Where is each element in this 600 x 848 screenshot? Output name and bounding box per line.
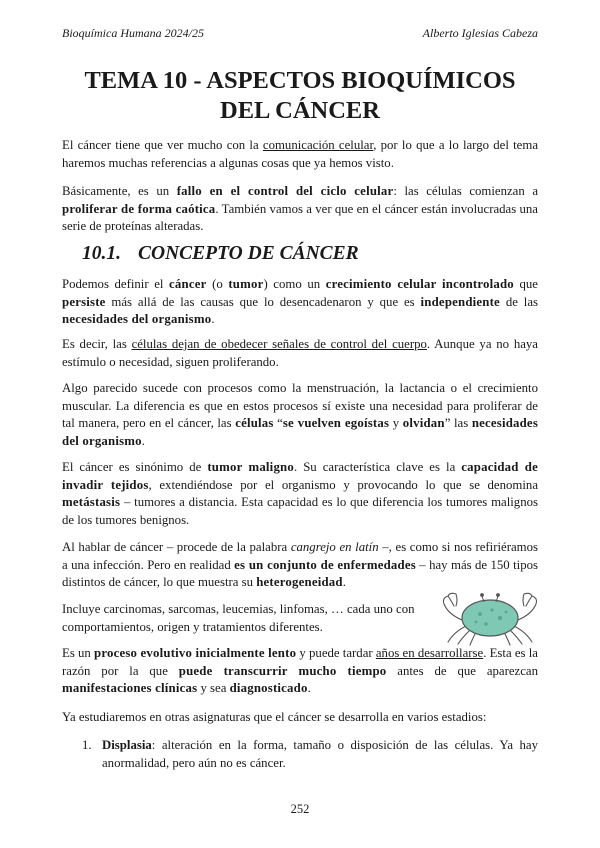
text: Podemos definir el: [62, 277, 170, 291]
bold-text: cáncer: [169, 277, 207, 291]
bold-text: heterogeneidad: [256, 575, 343, 589]
text: , por lo que a lo largo del tema haremos muchas referencias a algunas cosas que ya hemos visto.: [62, 138, 538, 170]
text: : las células comienzan a: [393, 184, 538, 198]
bold-text: se vuelven egoístas: [282, 416, 390, 430]
bold-text: olvidan: [402, 416, 445, 430]
page-number: 252: [290, 802, 310, 816]
paragraph-intro: [62, 137, 538, 172]
bold-text: tumor maligno: [207, 460, 294, 474]
text: y: [389, 416, 403, 430]
text: Es decir, las: [62, 337, 132, 351]
bold-text: capacidad de invadir tejidos: [62, 460, 538, 492]
text: .: [141, 433, 145, 448]
bold-text: crecimiento celular incontrolado: [325, 277, 514, 291]
text: .: [307, 681, 311, 695]
paragraph-summary: [62, 183, 538, 236]
italic-text: cangrejo en latín: [290, 540, 379, 554]
text: ) como un: [263, 277, 326, 291]
bold-text: fallo en el control del ciclo celular: [176, 184, 394, 198]
text: . También vamos a ver que en el cáncer están involucradas una serie de proteínas alteradas.: [62, 201, 538, 233]
bold-text: necesidades del organismo: [62, 416, 538, 448]
underlined-text: años en desarrollarse: [375, 646, 484, 660]
text: . Esta es la razón por la que: [62, 646, 538, 678]
text: (o: [206, 277, 229, 291]
bold-text: independiente: [420, 294, 500, 309]
underlined-text: comunicación celular: [262, 138, 374, 152]
text: –, es como si nos refiriéramos a una infección. Pero en realidad: [62, 540, 538, 572]
bold-text: metástasis: [62, 495, 121, 509]
bold-text: necesidades del organismo: [62, 312, 212, 326]
text: Básicamente, es un: [62, 184, 177, 198]
text: Es un: [62, 646, 95, 660]
text: : alteración en la forma, tamaño o disposición de las células. Ya hay anormalidad, pero aún no es cáncer.: [102, 738, 538, 770]
bold-text: manifestaciones clínicas: [62, 681, 198, 695]
text: y puede tardar: [296, 646, 376, 660]
text: .: [211, 312, 215, 326]
list-text: [82, 737, 538, 772]
underlined-text: células dejan de obedecer señales de control del cuerpo: [131, 337, 427, 351]
text: de las: [499, 294, 539, 309]
crab-illustration: [440, 580, 540, 646]
paragraph-control-signals: [62, 336, 538, 371]
bold-text: puede transcurrir mucho tiempo: [178, 663, 387, 678]
text: – tumores a distancia. Esta capacidad es lo que diferencia los tumores malignos de los tumores benignos.: [62, 495, 538, 527]
text: “: [273, 416, 283, 430]
text: más allá de las causas que lo desencadenaron y que es: [105, 294, 421, 309]
paragraph-types: Incluye carcinomas, sarcomas, leucemias, linfomas, … cada uno con comportamientos, origen y tratamientos diferentes.: [62, 602, 415, 634]
header-author: Alberto Iglesias Cabeza: [422, 26, 538, 40]
text: . Aunque ya no haya estímulo o necesidad, siguen proliferando.: [62, 337, 538, 369]
paragraph-comparison: [62, 380, 538, 450]
title-line-1: TEMA 10 - ASPECTOS BIOQUÍMICOS: [84, 67, 516, 94]
paragraph-evolution: [62, 645, 538, 698]
bold-text: células: [235, 416, 274, 430]
text: Algo parecido sucede con procesos como la menstruación, la lactancia o el crecimiento muscular. La diferencia es que en estos procesos sí existe una necesidad para proliferar de tal manera, pero en el cáncer, las: [62, 381, 538, 430]
bold-text: Displasia: [102, 738, 152, 752]
page-title: [62, 66, 538, 126]
text: – hay más de 150 tipos distintos de cáncer, lo que muestra su: [62, 557, 538, 589]
bold-text: es un conjunto de enfermedades: [234, 557, 416, 572]
section-heading: [82, 243, 359, 265]
paragraph-stages: Ya estudiaremos en otras asignaturas que el cáncer se desarrolla en varios estadios:: [62, 710, 487, 724]
list-number: 1.: [82, 738, 92, 752]
text: .: [342, 575, 346, 589]
text: antes de que aparezcan: [386, 663, 538, 678]
bold-text: persiste: [62, 294, 106, 309]
bold-text: diagnosticado: [229, 681, 308, 695]
text: El cáncer tiene que ver mucho con la: [62, 138, 263, 152]
text: . Su característica clave es la: [293, 460, 462, 474]
paragraph-malignant: [62, 459, 538, 529]
list-item: [82, 737, 538, 772]
bold-text: tumor: [228, 277, 264, 291]
section-number: 10.1.: [82, 243, 121, 264]
section-title: CONCEPTO DE CÁNCER: [138, 243, 359, 264]
text: que: [513, 277, 538, 291]
text: y sea: [197, 681, 230, 695]
paragraph-definition: [62, 276, 538, 329]
text: El cáncer es sinónimo de: [62, 460, 208, 474]
bold-text: proliferar de forma caótica: [62, 201, 216, 216]
text: , extendiéndose por el organismo y provocando lo que se denomina: [148, 477, 539, 492]
text: Al hablar de cáncer – procede de la palabra: [62, 540, 291, 554]
text: ” las: [444, 416, 472, 430]
title-line-2: DEL CÁNCER: [220, 97, 380, 124]
bold-text: proceso evolutivo inicialmente lento: [94, 646, 297, 660]
header-course: Bioquímica Humana 2024/25: [62, 26, 204, 40]
